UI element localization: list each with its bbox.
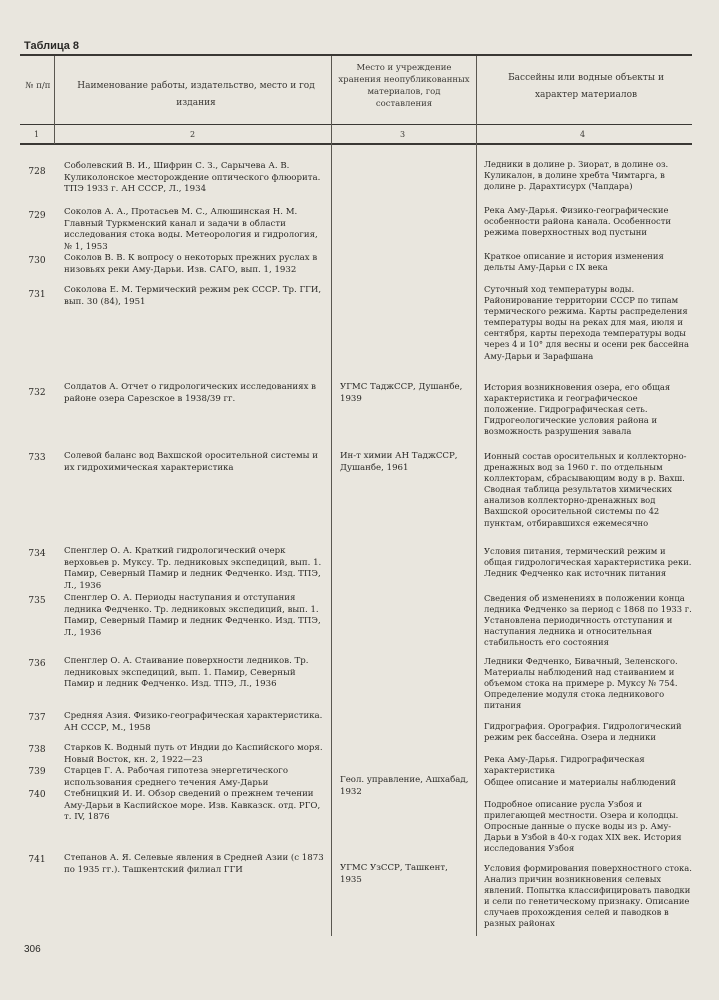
work-title: Старцев Г. А. Рабочая гипотеза энергетического использования среднего течения Аму-Дарьи [64,766,288,788]
material-description: Суточный ход температуры воды. Районирование территории СССР по типам термического режима. Карты распределения температуры воды на реках для мая, июля и сентября, карты перехода температуры воды через 4 и 10° для весны и осени рек бассейна Аму-Дарьи и Зарафшана [484,284,689,361]
colnum-2: 2 [190,130,196,139]
work-title: Соболевский В. И., Шифрин С. З., Сарычева А. В. Куликолонское месторождение оптического флюорита. ТПЭ 1933 г. АН СССР, Л., 1934 [64,161,321,195]
material-description: История возникновения озера, его общая характеристика и географическое положение. Гидрографическая сеть. Гидрогеологические условия района и возможность разрушения завала [484,382,671,437]
work-title: Средняя Азия. Физико-географическая характеристика. АН СССР, М., 1958 [64,711,323,733]
work-title: Солевой баланс вод Вахшской оросительной системы и их гидрохимическая характеристика [64,451,318,473]
material-description: Краткое описание и история изменения дельты Аму-Дарьи с IX века [484,251,664,273]
row-number: 731 [28,290,46,300]
material-description: Ледники Федченко, Бивачный, Зеленского. Материалы наблюдений над стаиванием и объемом стока на примере р. Муксу № 754. Определение модуля стока ледникового питания [484,656,678,711]
row-number: 729 [28,211,46,221]
row-number: 737 [28,713,46,723]
material-description: Условия питания, термический режим и общая гидрологическая характеристика реки. Ледник Федченко как источник питания [484,546,692,579]
work-title: Солдатов А. Отчет о гидрологических исследованиях в районе озера Сарезское в 1938/39 гг. [64,382,316,404]
work-title: Соколов А. А., Протасьев М. С., Алюшинская Н. М. Главный Туркменский канал и задачи в области исследования стока воды. Метеорология и гидрология, № 1, 1953 [64,207,318,252]
storage-place: Геол. управление, Ашхабад, 1932 [340,775,469,797]
work-title: Соколова Е. М. Термический режим рек СССР. Тр. ГГИ, вып. 30 (84), 1951 [64,285,322,307]
material-description: Подробное описание русла Узбоя и прилегающей местности. Озера и колодцы. Опросные данные о пуске воды из р. Аму-Дарьи в Узбой в 40-х годах XIX век. История исследования Узбоя [484,799,682,854]
header-rule [20,124,692,125]
row-number: 739 [28,767,46,777]
row-number: 728 [28,167,46,177]
material-description: Ледники в долине р. Зиорат, в долине оз. Куликалон, в долине хребта Чимтарга, в долине р. Дарахтисурх (Чапдара) [484,159,669,192]
header-col-desc: Бассейны или водные объекты и характер материалов [508,73,664,100]
work-title: Спенглер О. А. Стаивание поверхности ледников. Тр. ледниковых экспедиций, вып. 1. Памир, Северный Памир и ледник Федченко. Изд. ТПЭ, Л., 1936 [64,656,309,690]
storage-place: УГМС ТаджССР, Душанбе, 1939 [340,382,463,404]
col-divider-3 [476,56,477,936]
table-title: Таблица 8 [24,40,80,52]
page-number: 306 [24,944,41,955]
row-number: 732 [28,388,46,398]
work-title: Старков К. Водный путь от Индии до Каспийского моря. Новый Восток, кн. 2, 1922—23 [64,743,323,765]
material-description: Общее описание и материалы наблюдений [484,777,676,787]
row-number: 738 [28,745,46,755]
material-description: Сведения об изменениях в положении конца ледника Федченко за период с 1868 по 1933 г. Установлена периодичность отступания и наступания ледника и относительная стабильность его состояния [484,593,692,648]
header-col-work: Наименование работы, издательство, место и год издания [77,81,315,108]
row-number: 740 [28,790,46,800]
material-description: Река Аму-Дарья. Гидрографическая характеристика [484,754,645,776]
header-col-place: Место и учреждение хранения неопубликованных материалов, год составления [338,63,470,109]
colnum-1: 1 [34,130,40,139]
work-title: Спенглер О. А. Краткий гидрологический очерк верховьев р. Муксу. Тр. ледниковых экспедиций, вып. 1. Памир, Северный Памир и ледник Федченко. Изд. ТПЭ, Л., 1936 [64,546,322,591]
work-title: Соколов В. В. К вопросу о некоторых прежних руслах в низовьях реки Аму-Дарьи. Изв. САГО, вып. 1, 1932 [64,253,318,275]
row-number: 730 [28,256,46,266]
colnum-4: 4 [580,130,586,139]
row-number: 733 [28,453,46,463]
header-col-num: № п/п [25,81,51,91]
material-description: Условия формирования поверхностного стока. Анализ причин возникновения селевых явлений. Попытка классифицировать паводки и сели по генетическому признаку. Описание случаев прохождения селей и паводков в разных районах [484,863,692,929]
row-number: 736 [28,659,46,669]
storage-place: УГМС УзССР, Ташкент, 1935 [340,863,448,885]
row-number: 735 [28,596,46,606]
col-divider-2 [331,56,332,936]
storage-place: Ин-т химии АН ТаджССР, Душанбе, 1961 [340,451,458,473]
work-title: Стебницкий И. И. Обзор сведений о прежнем течении Аму-Дарьи в Каспийское море. Изв. Кавказск. отд. РГО, т. IV, 1876 [64,789,321,823]
material-description: Гидрография. Орография. Гидрологический режим рек бассейна. Озера и ледники [484,721,682,743]
row-number: 734 [28,549,46,559]
work-title: Спенглер О. А. Периоды наступания и отступания ледника Федченко. Тр. ледниковых экспедиций, вып. 1. Памир, Северный Памир и ледник Федченко. Изд. ТПЭ, Л., 1936 [64,593,321,638]
colnum-3: 3 [400,130,406,139]
col-divider-1 [54,56,55,144]
material-description: Река Аму-Дарья. Физико-географические особенности района канала. Особенности режима поверхностных вод пустыни [484,205,671,238]
top-rule [20,54,692,56]
colnum-rule [20,143,692,145]
material-description: Ионный состав оросительных и коллекторно-дренажных вод за 1960 г. по отдельным коллекторам, сбрасывающим воду в р. Вахш. Сводная таблица результатов химических анализов коллекторно-дренажных вод Вахшской оросительной системы по 42 пунктам, отбиравшихся ежемесячно [484,451,687,528]
work-title: Степанов А. Я. Селевые явления в Средней Азии (с 1873 по 1935 гг.). Ташкентский филиал ГГИ [64,853,324,875]
row-number: 741 [28,855,46,865]
